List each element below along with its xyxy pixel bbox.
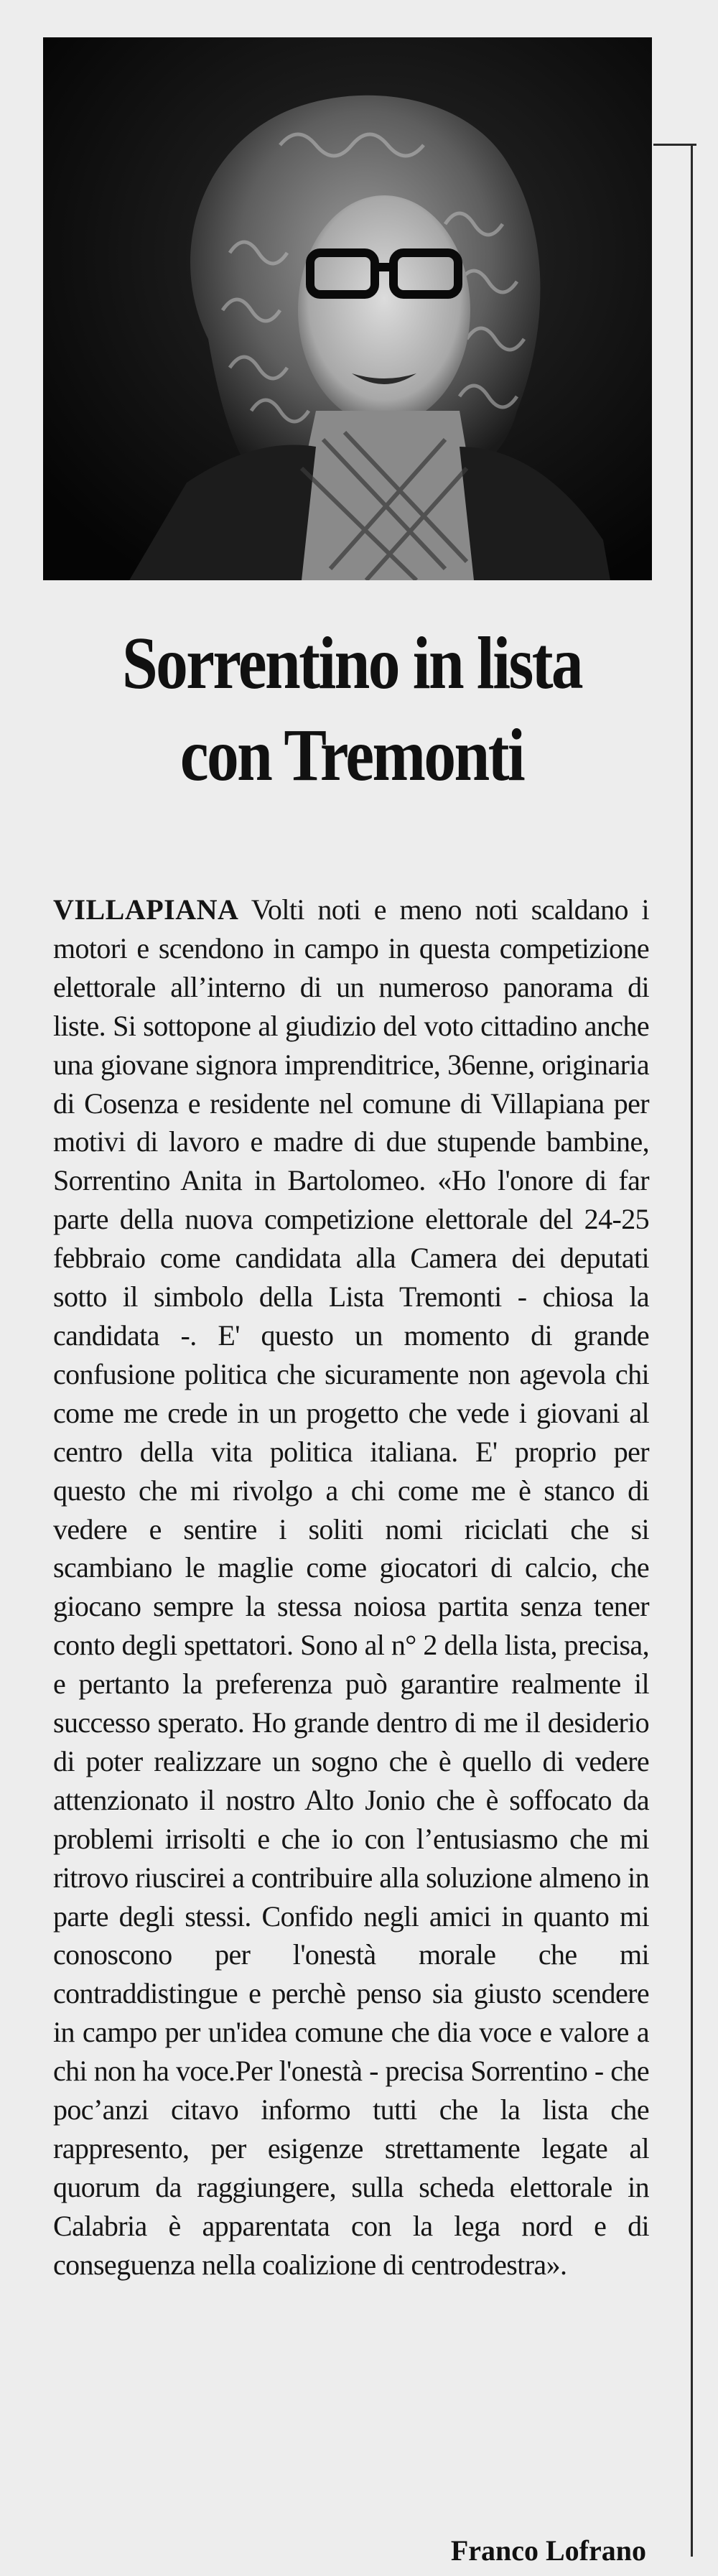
portrait-photo [43,37,652,580]
column-rule-right [691,144,693,2557]
column-rule-top [653,144,696,146]
portrait-illustration [43,37,652,580]
headline-line-2: con Tremonti [180,714,524,796]
article-body [53,891,649,2284]
article-byline: Franco Lofrano [450,2534,646,2567]
headline-line-1: Sorrentino in lista [121,622,582,705]
article-text: Volti noti e meno noti scaldano i motori e scendono in campo in questa competizione elettorale all’interno di un numeroso panorama di liste. Si sottopone al giudizio del voto cittadino anche una giovane signora imprenditrice, 36enne, originaria di Cosenza e residente nel comune di Villapiana per motivi di lavoro e madre di due stupende bambine, Sorrentino Anita in Bartolomeo. «Ho l'onore di far parte della nuova competizione elettorale del 24-25 febbraio come candidata alla Camera dei deputati sotto il simbolo della Lista Tremonti - chiosa la candidata -. E' questo un momento di grande confusione politica che sicuramente non agevola chi come me crede in un progetto che vede i giovani al centro della vita politica italiana. E' proprio per questo che mi rivolgo a chi come me è stanco di vedere e sentire i soliti nomi riciclati che si scambiano le maglie come giocatori di calcio, che giocano sempre la stessa noiosa partita senza tener conto degli spettatori. Sono al n° 2 della lista, precisa, e pertanto la preferenza può garantire realmente il successo sperato. Ho grande dentro di me il desiderio di poter realizzare un sogno che è quello di vedere attenzionato il nostro Alto Jonio che è soffocato da problemi irrisolti e che io con l’entusiasmo che mi ritrovo riuscirei a contribuire alla soluzione almeno in parte degli stessi. Confido negli amici in quanto mi conoscono per l'onestà morale che mi contraddistingue e perchè penso sia giusto scendere in campo per un'idea comune che dia voce e valore a chi non ha voce.Per l'onestà - precisa Sorrentino - che poc’anzi citavo informo tutti che la lista che rappresento, per esigenze strettamente legate al quorum da raggiungere, sulla scheda elettorale in Calabria è apparentata con la lega nord e di conseguenza nella coalizione di centrodestra». [53,893,649,2281]
article-dateline: VILLAPIANA [53,893,251,926]
article-headline [74,618,630,801]
